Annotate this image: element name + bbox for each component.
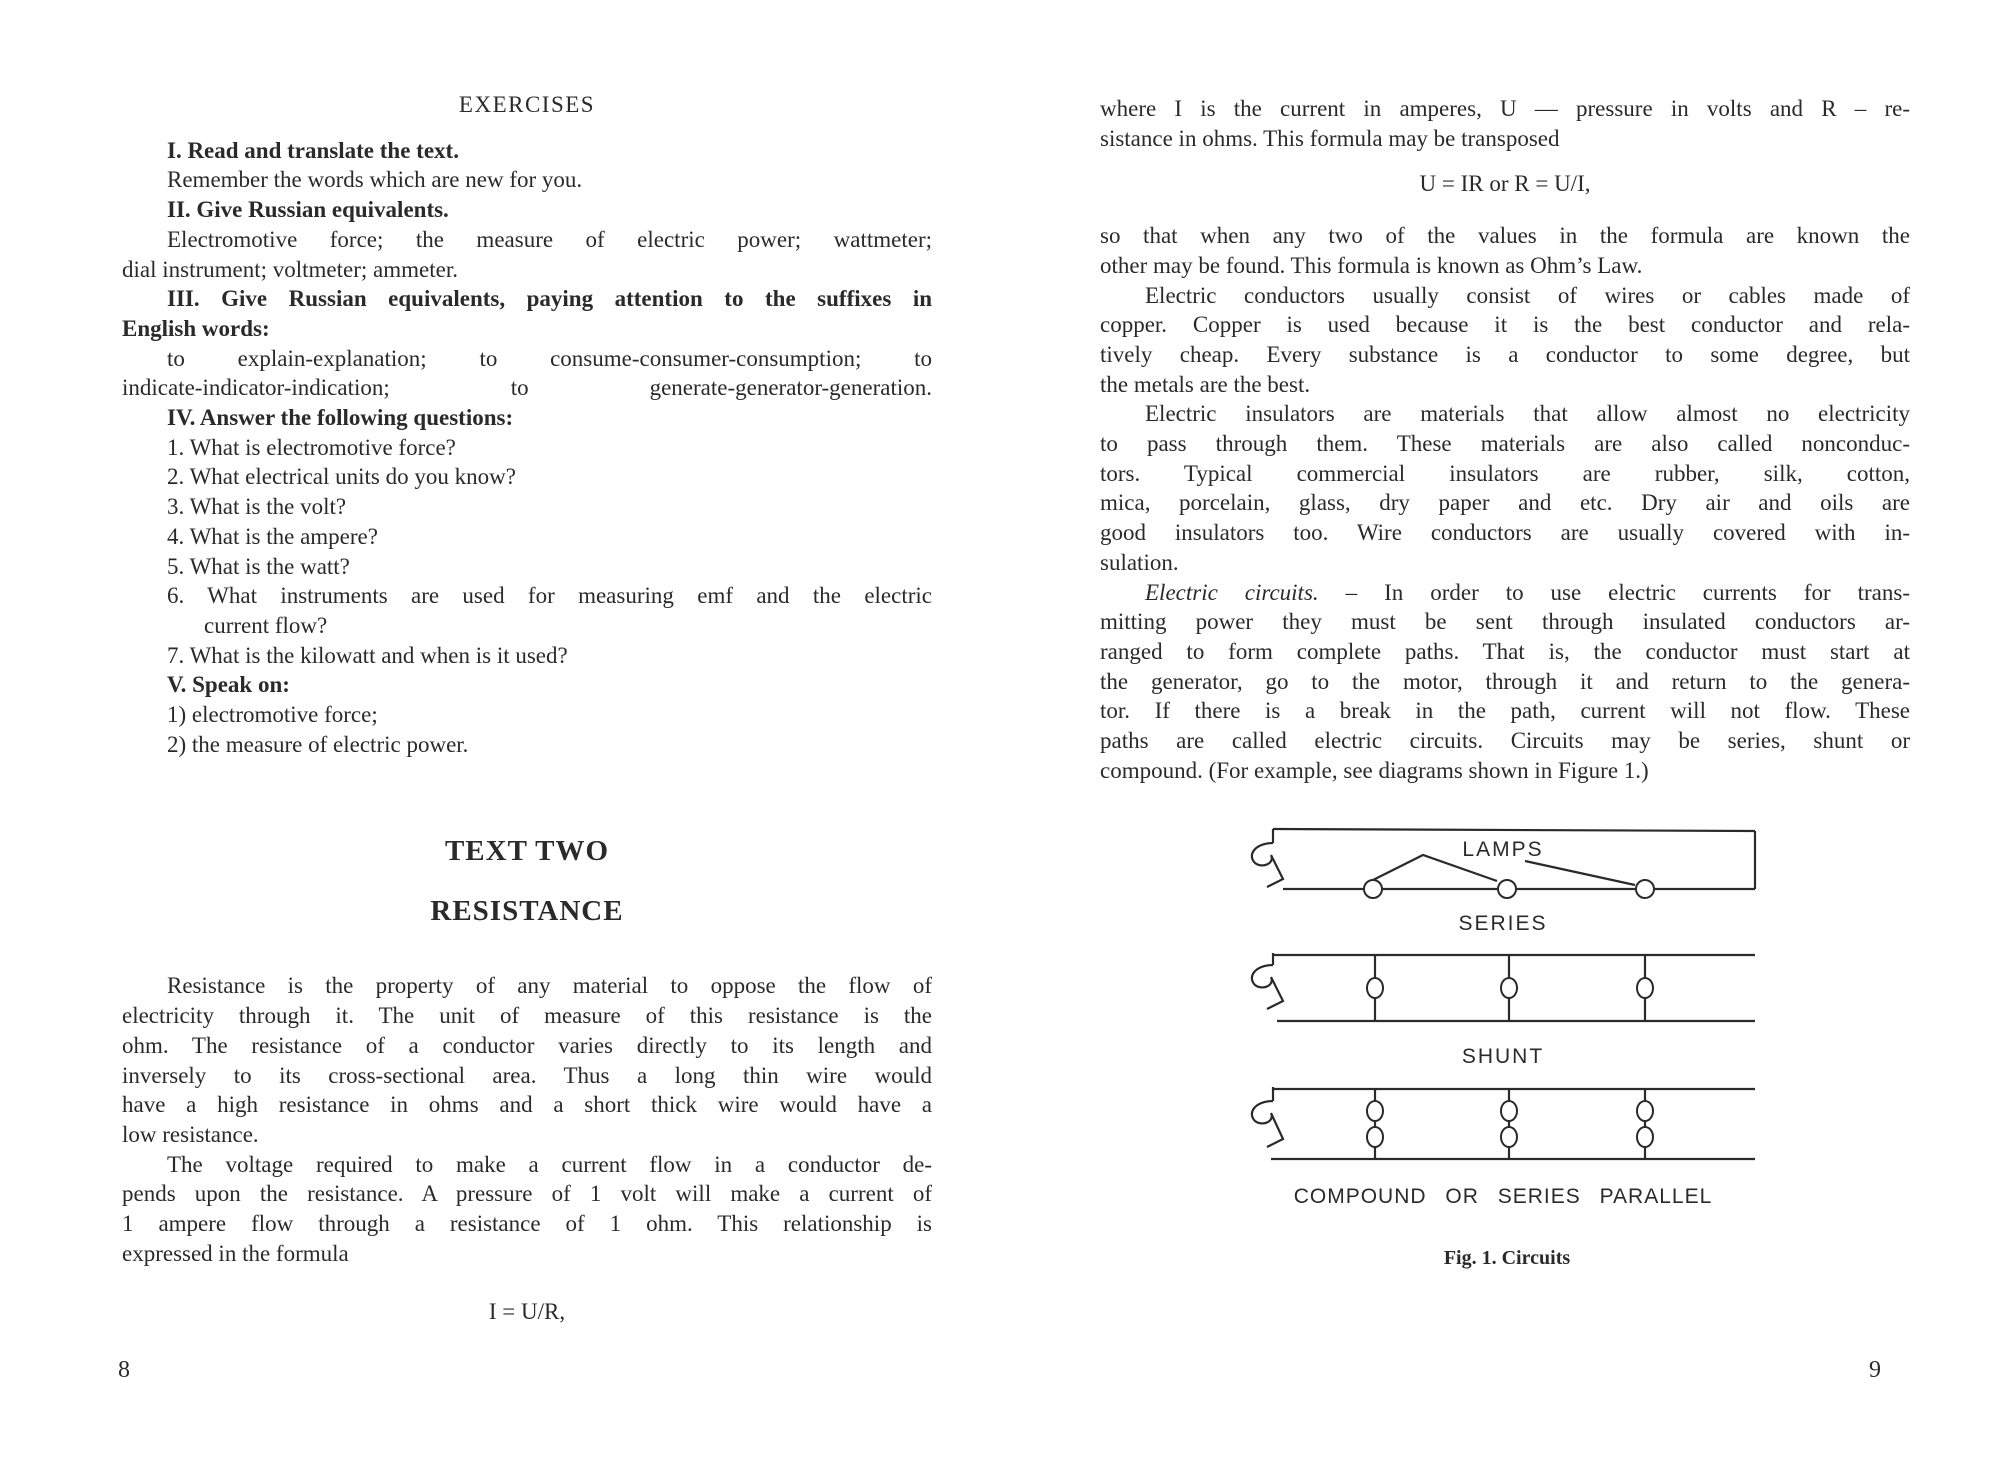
exercises-heading: EXERCISES — [458, 92, 596, 117]
wire — [1273, 829, 1755, 831]
page-number-right: 9 — [1869, 1357, 1881, 1383]
body-line: electricity through it. The unit of measure of this resistance is the — [122, 1003, 932, 1029]
lamp — [1367, 1101, 1383, 1121]
generator-symbol — [1252, 829, 1283, 887]
body-line: copper. Copper is used because it is the best conductor and rela- — [1100, 312, 1910, 338]
exercise-2-line: Electromotive force; the measure of electric power; wattmeter; — [167, 226, 932, 252]
body-line: mitting power they must be sent through insulated conductors ar- — [1100, 609, 1910, 635]
body-line: sistance in ohms. This formula may be transposed — [1100, 125, 1560, 151]
lamp — [1637, 1127, 1653, 1147]
speak-item: 1) electromotive force; — [167, 702, 378, 728]
exercise-1-body: Remember the words which are new for you. — [167, 167, 583, 193]
lamp — [1367, 978, 1383, 998]
body-line: sulation. — [1100, 549, 1179, 575]
exercise-5-title: V. Speak on: — [167, 672, 290, 698]
compound-circuit — [1252, 1087, 1755, 1208]
right-page — [1100, 94, 1910, 1309]
question-item: 4. What is the ampere? — [167, 523, 378, 549]
body-line: to pass through them. These materials are also called nonconduc- — [1100, 431, 1910, 457]
body-line-rest: – In order to use electric currents for trans- — [1318, 579, 1910, 605]
exercise-3-title-cont: English words: — [122, 315, 270, 341]
lamp — [1501, 1101, 1517, 1121]
exercise-2-line: dial instrument; voltmeter; ammeter. — [122, 256, 458, 282]
exercise-2-title: II. Give Russian equivalents. — [167, 197, 449, 223]
circuits-term: Electric circuits. — [1145, 579, 1319, 605]
circuits-figure — [1225, 819, 1785, 1309]
body-line: The voltage required to make a current flow in a conductor de- — [167, 1151, 932, 1177]
question-item: 2. What electrical units do you know? — [167, 464, 516, 490]
body-line: Electric conductors usually consist of wires or cables made of — [1145, 282, 1910, 308]
label-series: SERIES — [1458, 912, 1548, 936]
body-line: ranged to form complete paths. That is, the conductor must start at — [1100, 638, 1910, 664]
formula: U = IR or R = U/I, — [1419, 171, 1591, 197]
body-line: where I is the current in amperes, U — pressure in volts and R – re- — [1100, 96, 1910, 121]
body-line: ohm. The resistance of a conductor varies directly to its length and — [122, 1032, 932, 1058]
body-line: tor. If there is a break in the path, current will not flow. These — [1100, 698, 1910, 724]
question-item-cont: current flow? — [204, 612, 328, 638]
question-item: 1. What is electromotive force? — [167, 434, 456, 460]
body-line: tors. Typical commercial insulators are rubber, silk, cotton, — [1100, 460, 1910, 486]
lamp — [1501, 1127, 1517, 1147]
body-line — [1100, 578, 1910, 608]
body-line: Resistance is the property of any material to oppose the flow of — [167, 973, 932, 999]
speak-item: 2) the measure of electric power. — [167, 731, 469, 757]
label-lamps: LAMPS — [1462, 838, 1544, 862]
question-item: 7. What is the kilowatt and when is it used? — [167, 642, 568, 668]
exercise-3-title: III. Give Russian equivalents, paying attention to the suffixes in — [167, 286, 932, 312]
generator-symbol — [1252, 953, 1283, 1009]
body-line: low resistance. — [122, 1121, 259, 1147]
body-line: expressed in the formula — [122, 1240, 349, 1266]
body-line: other may be found. This formula is known as Ohm’s Law. — [1100, 252, 1643, 278]
body-line: so that when any two of the values in the formula are known the — [1100, 223, 1910, 249]
exercise-4-title: IV. Answer the following questions: — [167, 405, 514, 431]
question-item: 6. What instruments are used for measuring emf and the electric — [167, 583, 932, 609]
lamp — [1636, 880, 1654, 898]
body-line: paths are called electric circuits. Circuits may be series, shunt or — [1100, 728, 1910, 754]
shunt-circuit — [1252, 953, 1755, 1068]
page-number-left: 8 — [118, 1357, 130, 1383]
series-circuit — [1252, 829, 1755, 935]
body-line: have a high resistance in ohms and a short thick wire would have a — [122, 1092, 932, 1118]
lamp — [1367, 1127, 1383, 1147]
body-line: 1 ampere flow through a resistance of 1 ohm. This relationship is — [122, 1211, 932, 1237]
body-line: mica, porcelain, glass, dry paper and etc. Dry air and oils are — [1100, 490, 1910, 516]
text-title: TEXT TWO — [444, 835, 610, 868]
left-page — [122, 90, 932, 1326]
body-line: the metals are the best. — [1100, 371, 1311, 397]
body-line: Electric insulators are materials that allow almost no electricity — [1145, 401, 1910, 427]
figure-caption: Fig. 1. Circuits — [1443, 1247, 1571, 1270]
body-line: compound. (For example, see diagrams shown in Figure 1.) — [1100, 757, 1649, 783]
question-item: 3. What is the volt? — [167, 494, 347, 520]
body-line: tively cheap. Every substance is a conductor to some degree, but — [1100, 341, 1910, 367]
exercise-3-line: indicate-indicator-indication; to generate-generator-generation. — [122, 375, 932, 401]
lamp — [1637, 1101, 1653, 1121]
body-line: the generator, go to the motor, through it and return to the genera- — [1100, 668, 1910, 694]
exercise-3-line: to explain-explanation; to consume-consumer-consumption; to — [167, 345, 932, 371]
generator-symbol — [1252, 1087, 1283, 1147]
pointer-line — [1525, 861, 1635, 885]
formula: I = U/R, — [488, 1298, 566, 1324]
lamp — [1498, 880, 1516, 898]
body-line: good insulators too. Wire conductors are usually covered with in- — [1100, 520, 1910, 546]
body-line: pends upon the resistance. A pressure of 1 volt will make a current of — [122, 1181, 932, 1207]
lamp — [1637, 978, 1653, 998]
body-line: inversely to its cross-sectional area. Thus a long thin wire would — [122, 1062, 932, 1088]
label-compound: COMPOUND OR SERIES PARALLEL — [1293, 1185, 1713, 1209]
text-subtitle: RESISTANCE — [430, 895, 624, 928]
lamp — [1364, 880, 1382, 898]
lamp — [1501, 978, 1517, 998]
exercise-1-title: I. Read and translate the text. — [167, 137, 459, 163]
label-shunt: SHUNT — [1461, 1045, 1545, 1069]
question-item: 5. What is the watt? — [167, 553, 350, 579]
